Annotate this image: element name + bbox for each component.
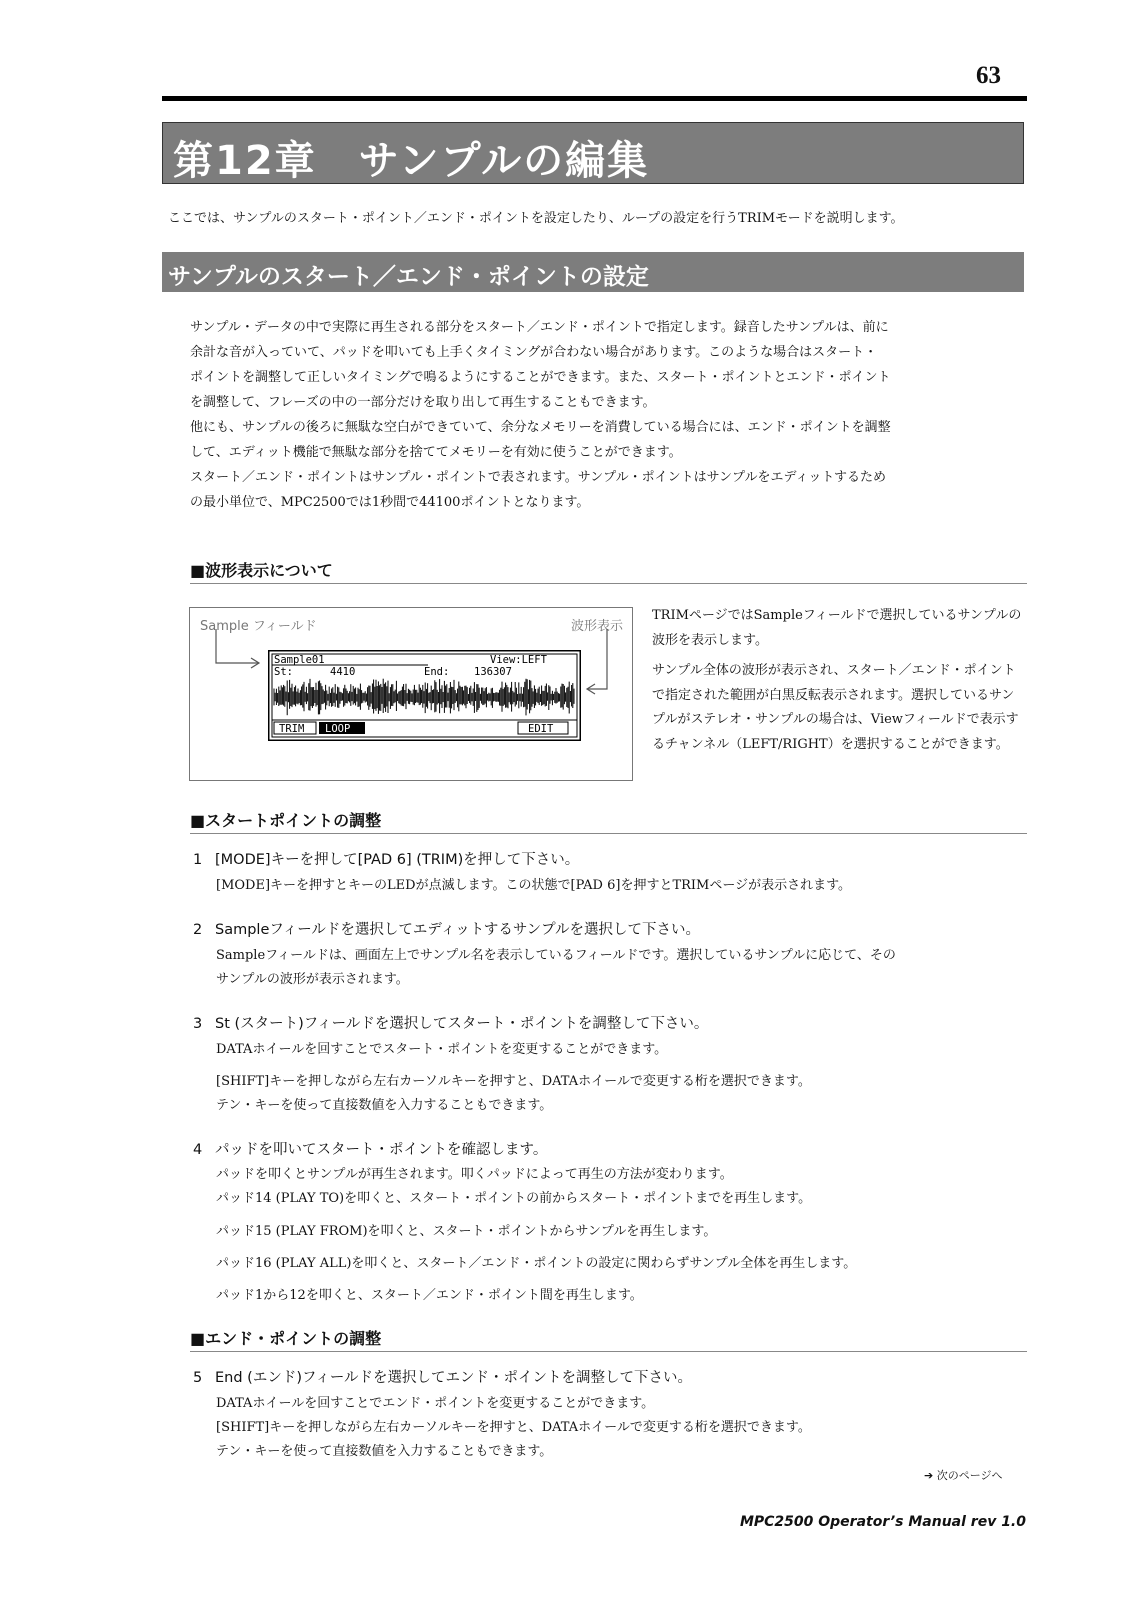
- step-5-body: [216, 1392, 811, 1464]
- next-page-label: 次のページへ: [936, 1469, 1003, 1482]
- chapter-title: 第12章 サンプルの編集: [173, 138, 650, 184]
- step-3-body-2: [216, 1070, 811, 1118]
- chapter-header: [162, 122, 1024, 184]
- step-body-line: パッド15 (PLAY FROM)を叩くと、スタート・ポイントからサンプルを再生します。: [216, 1224, 717, 1239]
- section-body: [190, 315, 1030, 515]
- step-4-body-4: [216, 1284, 643, 1308]
- step-body-line: パッド1から12を叩くと、スタート／エンド・ポイント間を再生します。: [216, 1288, 643, 1303]
- paragraph-line: 他にも、サンプルの後ろに無駄な空白ができていて、余分なメモリーを消費している場合には、エンド・ポイントを調整: [190, 420, 891, 435]
- top-rule: [162, 96, 1027, 101]
- step-3-body: [216, 1038, 667, 1062]
- figure-desc-para: サンプル全体の波形が表示され、スタート／エンド・ポイントで指定された範囲が白黒反転表示されます。選択しているサンプルがステレオ・サンプルの場合は、Viewフィールドで表示するチャンネル（LEFT/RIGHT）を選択することができます。: [652, 663, 1019, 752]
- step-number: 3: [193, 1016, 203, 1032]
- chapter-intro: ここでは、サンプルのスタート・ポイント／エンド・ポイントを設定したり、ループの設定を行うTRIMモードを説明します。: [168, 211, 904, 226]
- step-body-line: パッド14 (PLAY TO)を叩くと、スタート・ポイントの前からスタート・ポイントまでを再生します。: [216, 1191, 812, 1206]
- waveform-heading: ■波形表示について: [190, 558, 1027, 584]
- lcd-st-value: 4410: [330, 666, 356, 678]
- step-body-line: パッドを叩くとサンプルが再生されます。叩くパッドによって再生の方法が変わります。: [216, 1167, 733, 1182]
- step-body-line: DATAホイールを回すことでエンド・ポイントを変更することができます。: [216, 1396, 655, 1411]
- step-3-title: [193, 1012, 708, 1033]
- step-2-title: [193, 918, 700, 939]
- lcd-view: View:LEFT: [490, 654, 547, 666]
- step-2-body: [216, 944, 896, 992]
- lcd-tab-loop: LOOP: [325, 723, 351, 735]
- figure-label-waveform: 波形表示: [571, 619, 624, 634]
- step-body-line: [SHIFT]キーを押しながら左右カーソルキーを押すと、DATAホイールで変更する桁を選択できます。: [216, 1420, 811, 1435]
- lcd-tab-edit: EDIT: [528, 723, 554, 735]
- figure-label-sample-field: Sample フィールド: [200, 619, 317, 634]
- paragraph-line: 余計な音が入っていて、パッドを叩いても上手くタイミングが合わない場合があります。このような場合はスタート・: [190, 345, 878, 360]
- step-body-line: DATAホイールを回すことでスタート・ポイントを変更することができます。: [216, 1042, 668, 1057]
- lcd-tab-trim: TRIM: [279, 723, 305, 735]
- paragraph-line: して、エディット機能で無駄な部分を捨ててメモリーを有効に使うことができます。: [190, 445, 682, 460]
- step-body-line: テン・キーを使って直接数値を入力することもできます。: [216, 1098, 553, 1113]
- paragraph-line: サンプル・データの中で実際に再生される部分をスタート／エンド・ポイントで指定します。録音したサンプルは、前に: [190, 320, 889, 335]
- right-arrow-icon: ➔: [924, 1469, 934, 1482]
- start-heading: ■スタートポイントの調整: [190, 808, 1027, 834]
- lcd-end-label: End:: [424, 666, 450, 678]
- figure-desc-para: TRIMページではSampleフィールドで選択しているサンプルの波形を表示します。: [652, 608, 1022, 648]
- next-page-indicator: [924, 1467, 1003, 1483]
- step-body-line: [MODE]キーを押すとキーのLEDが点滅します。この状態で[PAD 6]を押すとTRIMページが表示されます。: [216, 878, 852, 893]
- step-title-text: [MODE]キーを押して[PAD 6] (TRIM)を押して下さい。: [215, 852, 580, 868]
- lcd-end-value: 136307: [474, 666, 512, 678]
- section-title: サンプルのスタート／エンド・ポイントの設定: [168, 264, 649, 290]
- step-number: 5: [193, 1370, 203, 1386]
- step-4-body-3: [216, 1252, 856, 1276]
- step-1-body: [216, 874, 851, 898]
- step-body-line: サンプルの波形が表示されます。: [216, 972, 409, 987]
- step-4-body-2: [216, 1220, 716, 1244]
- step-number: 1: [193, 852, 203, 868]
- step-title-text: Sampleフィールドを選択してエディットするサンプルを選択して下さい。: [215, 922, 701, 938]
- step-number: 4: [193, 1142, 203, 1158]
- end-heading: ■エンド・ポイントの調整: [190, 1326, 1027, 1352]
- figure-description: [652, 604, 1027, 757]
- lcd-st-label: St:: [274, 666, 293, 678]
- step-title-text: パッドを叩いてスタート・ポイントを確認します。: [215, 1142, 548, 1158]
- step-body-line: Sampleフィールドは、画面左上でサンプル名を表示しているフィールドです。選択しているサンプルに応じて、その: [216, 948, 896, 963]
- step-body-line: [SHIFT]キーを押しながら左右カーソルキーを押すと、DATAホイールで変更する桁を選択できます。: [216, 1074, 811, 1089]
- step-5-title: [193, 1366, 692, 1387]
- step-1-title: [193, 848, 579, 869]
- section-header: [162, 252, 1024, 292]
- paragraph-line: スタート／エンド・ポイントはサンプル・ポイントで表されます。サンプル・ポイントはサンプルをエディットするため: [190, 470, 887, 485]
- paragraph-line: ポイントを調整して正しいタイミングで鳴るようにすることができます。また、スタート・ポイントとエンド・ポイント: [190, 370, 891, 385]
- step-number: 2: [193, 922, 203, 938]
- step-body-line: テン・キーを使って直接数値を入力することもできます。: [216, 1444, 553, 1459]
- page-number: 63: [976, 62, 1001, 89]
- lcd-sample-name: Sample01: [274, 654, 325, 666]
- paragraph-line: を調整して、フレーズの中の一部分だけを取り出して再生することもできます。: [190, 395, 656, 410]
- step-4-title: [193, 1138, 547, 1159]
- step-4-body: [216, 1163, 811, 1211]
- step-body-line: パッド16 (PLAY ALL)を叩くと、スタート／エンド・ポイントの設定に関わらずサンプル全体を再生します。: [216, 1256, 857, 1271]
- paragraph-line: の最小単位で、MPC2500では1秒間で44100ポイントとなります。: [190, 495, 590, 510]
- step-title-text: End (エンド)フィールドを選択してエンド・ポイントを調整して下さい。: [215, 1370, 693, 1386]
- step-title-text: St (スタート)フィールドを選択してスタート・ポイントを調整して下さい。: [215, 1016, 709, 1032]
- lcd-screen: [268, 650, 581, 741]
- manual-footer: MPC2500 Operator’s Manual rev 1.0: [739, 1514, 1026, 1530]
